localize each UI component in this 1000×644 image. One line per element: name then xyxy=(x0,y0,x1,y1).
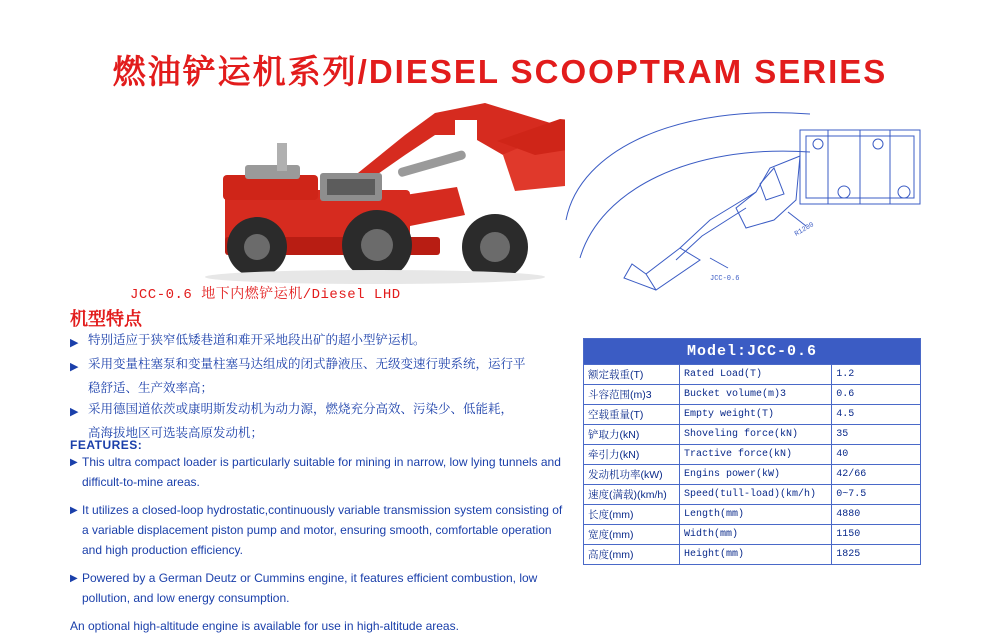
table-row xyxy=(584,545,921,565)
features-list xyxy=(70,330,570,444)
feature-text-continued: 稳舒适、生产效率高； xyxy=(88,381,214,395)
triangle-bullet-icon: ▶ xyxy=(70,361,79,373)
spec-name-cn: 长度(mm) xyxy=(584,505,680,525)
spec-name-cn: 斗容范围(m)3 xyxy=(584,385,680,405)
features-english-heading: FEATURES: xyxy=(70,438,143,452)
triangle-bullet-icon: ▶ xyxy=(70,337,79,349)
spec-name-en: Width(mm) xyxy=(680,525,832,545)
spec-name-cn: 速度(满载)(km/h) xyxy=(584,485,680,505)
spec-name-en: Tractive force(kN) xyxy=(680,445,832,465)
feature-text-continued: 高海拔地区可选装高原发动机； xyxy=(88,426,264,440)
spec-name-cn: 额定载重(T) xyxy=(584,365,680,385)
triangle-bullet-icon: ▶ xyxy=(70,573,78,584)
spec-value: 0.6 xyxy=(832,385,921,405)
spec-name-cn: 发动机功率(kW) xyxy=(584,465,680,485)
spec-name-cn: 空载重量(T) xyxy=(584,405,680,425)
features-heading: 机型特点 xyxy=(70,309,142,329)
drawing-label-radius: R1200 xyxy=(793,221,816,239)
table-row xyxy=(584,385,921,405)
list-item xyxy=(70,500,570,560)
technical-line-drawing xyxy=(560,108,980,298)
model-header: Model:JCC-0.6 xyxy=(584,339,921,365)
feature-english-text: It utilizes a closed-loop hydrostatic,continuously variable transmission system consisting of a variable displacement piston pump and motor, ensuring smooth, comfortable operation and high production efficiency. xyxy=(82,503,563,557)
spec-value: 1825 xyxy=(832,545,921,565)
spec-value: 40 xyxy=(832,445,921,465)
spec-name-en: Rated Load(T) xyxy=(680,365,832,385)
spec-name-cn: 牵引力(kN) xyxy=(584,445,680,465)
table-row xyxy=(584,465,921,485)
product-photo xyxy=(105,95,565,280)
table-row xyxy=(584,425,921,445)
list-item xyxy=(70,354,570,375)
feature-text: 特别适应于狭窄低矮巷道和难开采地段出矿的超小型铲运机。 xyxy=(88,333,426,347)
feature-text: 采用德国道依茨或康明斯发动机为动力源，燃烧充分高效、污染少、低能耗， xyxy=(88,402,514,416)
table-row xyxy=(584,485,921,505)
spec-value: 4.5 xyxy=(832,405,921,425)
spec-value: 1.2 xyxy=(832,365,921,385)
drawing-label-model: JCC-0.6 xyxy=(710,275,740,283)
triangle-bullet-icon: ▶ xyxy=(70,457,78,468)
list-item xyxy=(70,568,570,608)
spec-name-en: Length(mm) xyxy=(680,505,832,525)
table-row xyxy=(584,505,921,525)
spec-table xyxy=(583,338,921,565)
table-row xyxy=(584,405,921,425)
feature-english-text: Powered by a German Deutz or Cummins engine, it features efficient combustion, low pollution, and low energy consumption. xyxy=(82,571,538,605)
spec-name-cn: 铲取力(kN) xyxy=(584,425,680,445)
feature-english-text: This ultra compact loader is particularly suitable for mining in narrow, low lying tunnels and difficult-to-mine areas. xyxy=(82,455,561,489)
photo-caption: JCC-0.6 地下内燃铲运机/Diesel LHD xyxy=(130,287,401,303)
table-row xyxy=(584,445,921,465)
spec-value: 4880 xyxy=(832,505,921,525)
spec-name-en: Bucket volume(m)3 xyxy=(680,385,832,405)
spec-name-cn: 宽度(mm) xyxy=(584,525,680,545)
list-item xyxy=(70,330,570,351)
table-row xyxy=(584,525,921,545)
page-title: 燃油铲运机系列/DIESEL SCOOPTRAM SERIES xyxy=(112,53,888,90)
list-item xyxy=(70,452,570,492)
spec-value: 1150 xyxy=(832,525,921,545)
spec-value: 35 xyxy=(832,425,921,445)
spec-name-en: Speed(tull-load)(km/h) xyxy=(680,485,832,505)
feature-text: 采用变量柱塞泵和变量柱塞马达组成的闭式静液压、无级变速行驶系统，运行平 xyxy=(88,357,526,371)
table-row xyxy=(584,365,921,385)
list-item xyxy=(70,399,570,420)
spec-name-cn: 高度(mm) xyxy=(584,545,680,565)
features-english-list xyxy=(70,452,570,644)
spec-name-en: Engins power(kW) xyxy=(680,465,832,485)
spec-value: 42/66 xyxy=(832,465,921,485)
triangle-bullet-icon: ▶ xyxy=(70,505,78,516)
spec-name-en: Height(mm) xyxy=(680,545,832,565)
spec-value: 0~7.5 xyxy=(832,485,921,505)
features-english-note: An optional high-altitude engine is available for use in high-altitude areas. xyxy=(70,619,459,633)
triangle-bullet-icon: ▶ xyxy=(70,406,79,418)
table-header-row xyxy=(584,339,921,365)
spec-name-en: Shoveling force(kN) xyxy=(680,425,832,445)
spec-name-en: Empty weight(T) xyxy=(680,405,832,425)
